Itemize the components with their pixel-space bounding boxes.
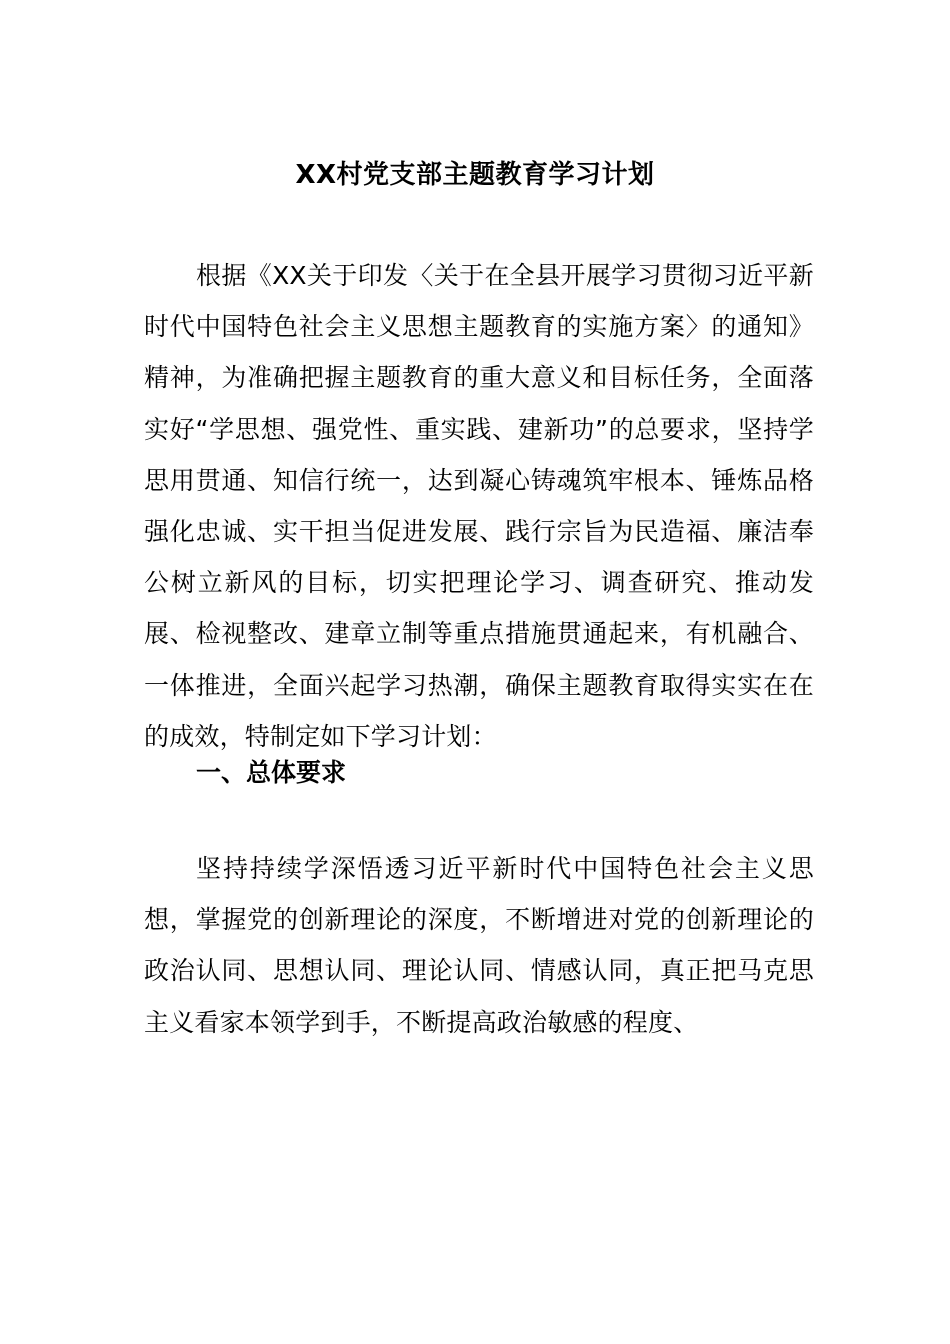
body-paragraph: 坚持持续学深悟透习近平新时代中国特色社会主义思想，掌握党的创新理论的深度，不断增进对党的创新理论的政治认同、思想认同、理论认同、情感认同，真正把马克思主义看家本领学到手，不断提高政治敏感的程度、 [144, 854, 814, 1037]
document-title: XX村党支部主题教育学习计划 [295, 160, 655, 190]
section-heading-general-requirements: 一、总体要求 [196, 758, 347, 787]
intro-paragraph: 根据《XX关于印发〈关于在全县开展学习贯彻习近平新时代中国特色社会主义思想主题教育的实施方案〉的通知》精神，为准确把握主题教育的重大意义和目标任务，全面落实好“学思想、强党性、重实践、建新功”的总要求，坚持学思用贯通、知信行统一，达到凝心铸魂筑牢根本、锤炼品格强化忠诚、实干担当促进发展、践行宗旨为民造福、廉洁奉公树立新风的目标，切实把理论学习、调查研究、推动发展、检视整改、建章立制等重点措施贯通起来，有机融合、一体推进，全面兴起学习热潮，确保主题教育取得实实在在的成效，特制定如下学习计划： [144, 261, 814, 751]
